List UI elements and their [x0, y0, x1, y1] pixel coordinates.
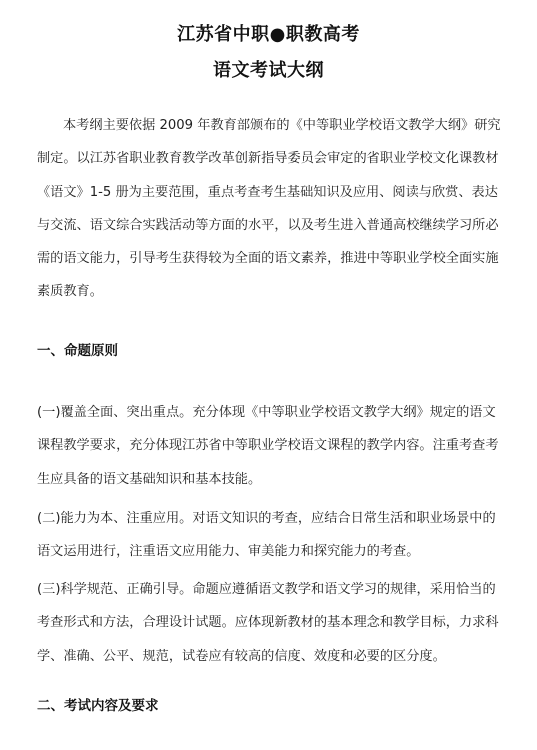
paragraph-line: 课程教学要求，充分体现江苏省中等职业学校语文课程的教学内容。注重考查考 [37, 438, 499, 454]
paragraph-line: 生应具备的语文基础知识和基本技能。 [37, 471, 262, 487]
paragraph-line: 《语文》1-5 册为主要范围，重点考查考生基础知识及应用、阅读与欣赏、表达 [37, 184, 498, 200]
paragraph-line: 需的语文能力，引导考生获得较为全面的语文素养，推进中等职业学校全面实施 [37, 251, 499, 267]
section-heading-content: 二、考试内容及要求 [37, 698, 159, 714]
paragraph-line: 与交流、语文综合实践活动等方面的水平，以及考生进入普通高校继续学习所必 [37, 217, 499, 233]
principle-paragraph-3 [37, 573, 503, 673]
principle-paragraph-1 [37, 396, 503, 496]
intro-paragraph [37, 109, 503, 309]
paragraph-line: 素质教育。 [37, 284, 103, 300]
paragraph-line: 语文运用进行，注重语文应用能力、审美能力和探究能力的考查。 [37, 544, 420, 560]
paragraph-line: (三)科学规范、正确引导。命题应遵循语文教学和语文学习的规律，采用恰当的 [37, 582, 496, 597]
paragraph-line: 本考纲主要依据 2009 年教育部颁布的《中等职业学校语文教学大纲》研究 [63, 118, 501, 133]
section-heading-principles: 一、命题原则 [37, 343, 118, 359]
paragraph-line: (二)能力为本、注重应用。对语文知识的考查，应结合日常生活和职业场景中的 [37, 511, 496, 526]
paragraph-line: 考查形式和方法，合理设计试题。应体现新教材的基本理念和教学目标，力求科 [37, 615, 499, 631]
document-subtitle: 语文考试大纲 [213, 60, 324, 81]
principle-paragraph-2 [37, 502, 503, 569]
document-title: 江苏省中职●职教高考 [177, 24, 360, 45]
paragraph-line: 学、准确、公平、规范，试卷应有较高的信度、效度和必要的区分度。 [37, 648, 446, 664]
paragraph-line: 制定。以江苏省职业教育教学改革创新指导委员会审定的省职业学校文化课教材 [37, 151, 499, 167]
paragraph-line: (一)覆盖全面、突出重点。充分体现《中等职业学校语文教学大纲》规定的语文 [37, 405, 496, 420]
